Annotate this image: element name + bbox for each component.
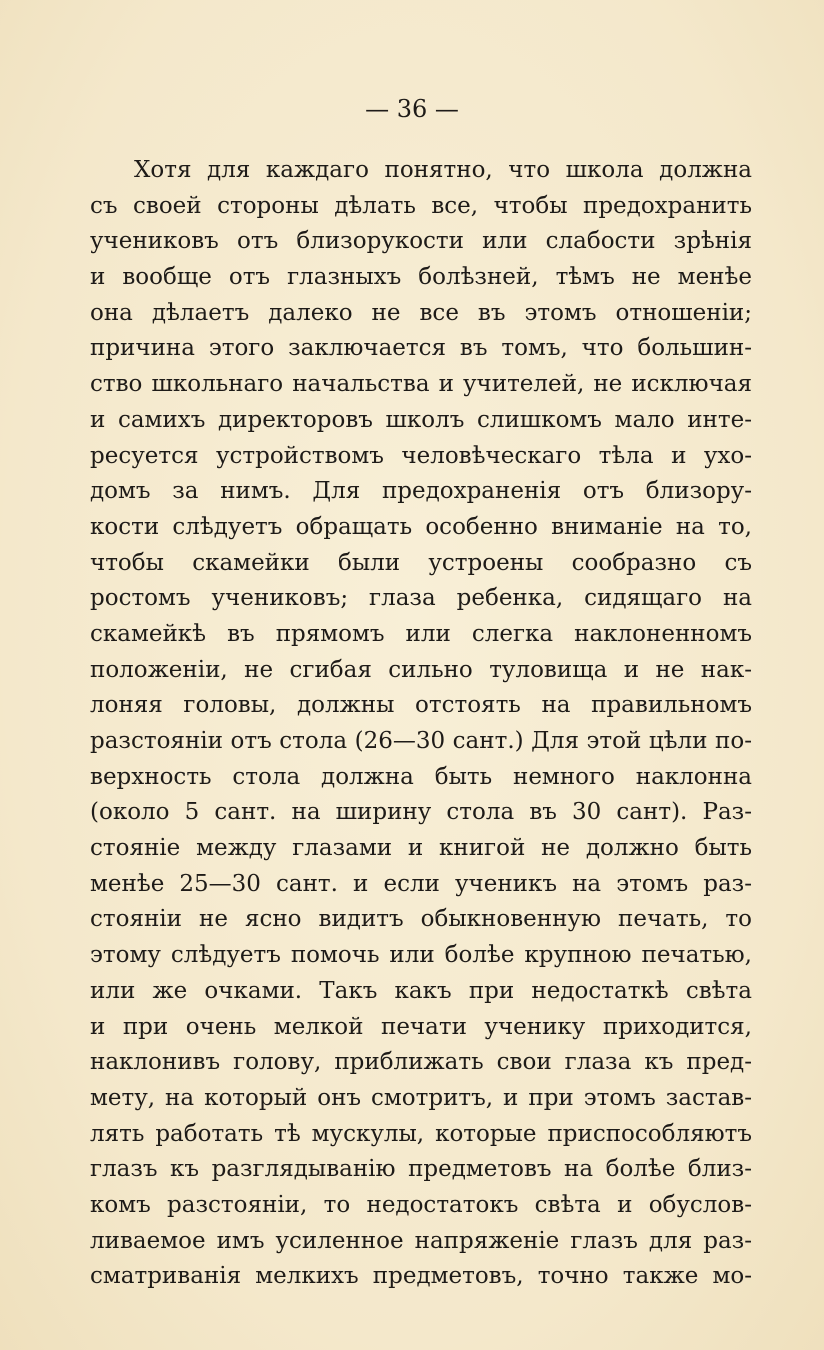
text-line: ресуется устройствомъ человѣческаго тѣла и ухо-	[90, 442, 752, 469]
text-line: лоняя головы, должны отстоять на правильномъ	[90, 692, 752, 719]
text-line: верхность стола должна быть немного наклонна	[90, 763, 752, 790]
text-line: комъ разстояніи, то недостатокъ свѣта и обуслов-	[90, 1191, 752, 1218]
text-line: скамейкѣ въ прямомъ или слегка наклоненномъ	[90, 620, 752, 647]
text-line: лять работать тѣ мускулы, которые приспособляютъ	[90, 1120, 752, 1147]
text-line: кости слѣдуетъ обращать особенно вниманіе на то,	[90, 513, 752, 540]
text-line: или же очками. Такъ какъ при недостаткѣ свѣта	[90, 977, 752, 1004]
body-text	[90, 153, 752, 1295]
text-line: учениковъ отъ близорукости или слабости зрѣнія	[90, 228, 752, 255]
text-line: она дѣлаетъ далеко не все въ этомъ отношеніи;	[90, 299, 752, 326]
text-line: стояніи не ясно видитъ обыкновенную печать, то	[90, 906, 752, 933]
text-line: домъ за нимъ. Для предохраненія отъ близору-	[90, 478, 752, 505]
text-line: разстояніи отъ стола (26—30 сант.) Для этой цѣли по-	[90, 728, 752, 754]
text-line: ростомъ учениковъ; глаза ребенка, сидящаго на	[90, 585, 752, 612]
text-line: ливаемое имъ усиленное напряженіе глазъ для раз-	[90, 1227, 752, 1254]
text-line: (около 5 сант. на ширину стола въ 30 сант). Раз-	[90, 799, 752, 826]
text-line: Хотя для каждаго понятно, что школа должна	[134, 157, 752, 183]
text-line: и вообще отъ глазныхъ болѣзней, тѣмъ не менѣе	[90, 264, 752, 291]
text-line: и самихъ директоровъ школъ слишкомъ мало инте-	[90, 406, 752, 433]
text-line: чтобы скамейки были устроены сообразно съ	[90, 549, 752, 576]
text-line: сматриванія мелкихъ предметовъ, точно также мо-	[90, 1263, 752, 1290]
text-line: этому слѣдуетъ помочь или болѣе крупною печатью,	[90, 942, 752, 969]
page-number: — 36 —	[365, 95, 459, 123]
text-line: причина этого заключается въ томъ, что большин-	[90, 335, 752, 362]
text-line: стояніе между глазами и книгой не должно быть	[90, 835, 752, 862]
text-line: мету, на который онъ смотритъ, и при этомъ застав-	[90, 1084, 752, 1111]
text-line: глазъ къ разглядыванію предметовъ на болѣе близ-	[90, 1156, 752, 1183]
text-line: положеніи, не сгибая сильно туловища и не нак-	[90, 656, 752, 683]
text-line: менѣе 25—30 сант. и если ученикъ на этомъ раз-	[90, 870, 752, 897]
text-line: наклонивъ голову, приближать свои глаза къ пред-	[90, 1049, 752, 1076]
text-line: и при очень мелкой печати ученику приходится,	[90, 1013, 752, 1040]
text-line: съ своей стороны дѣлать все, чтобы предохранить	[90, 192, 752, 219]
text-line: ство школьнаго начальства и учителей, не исключая	[90, 371, 752, 398]
